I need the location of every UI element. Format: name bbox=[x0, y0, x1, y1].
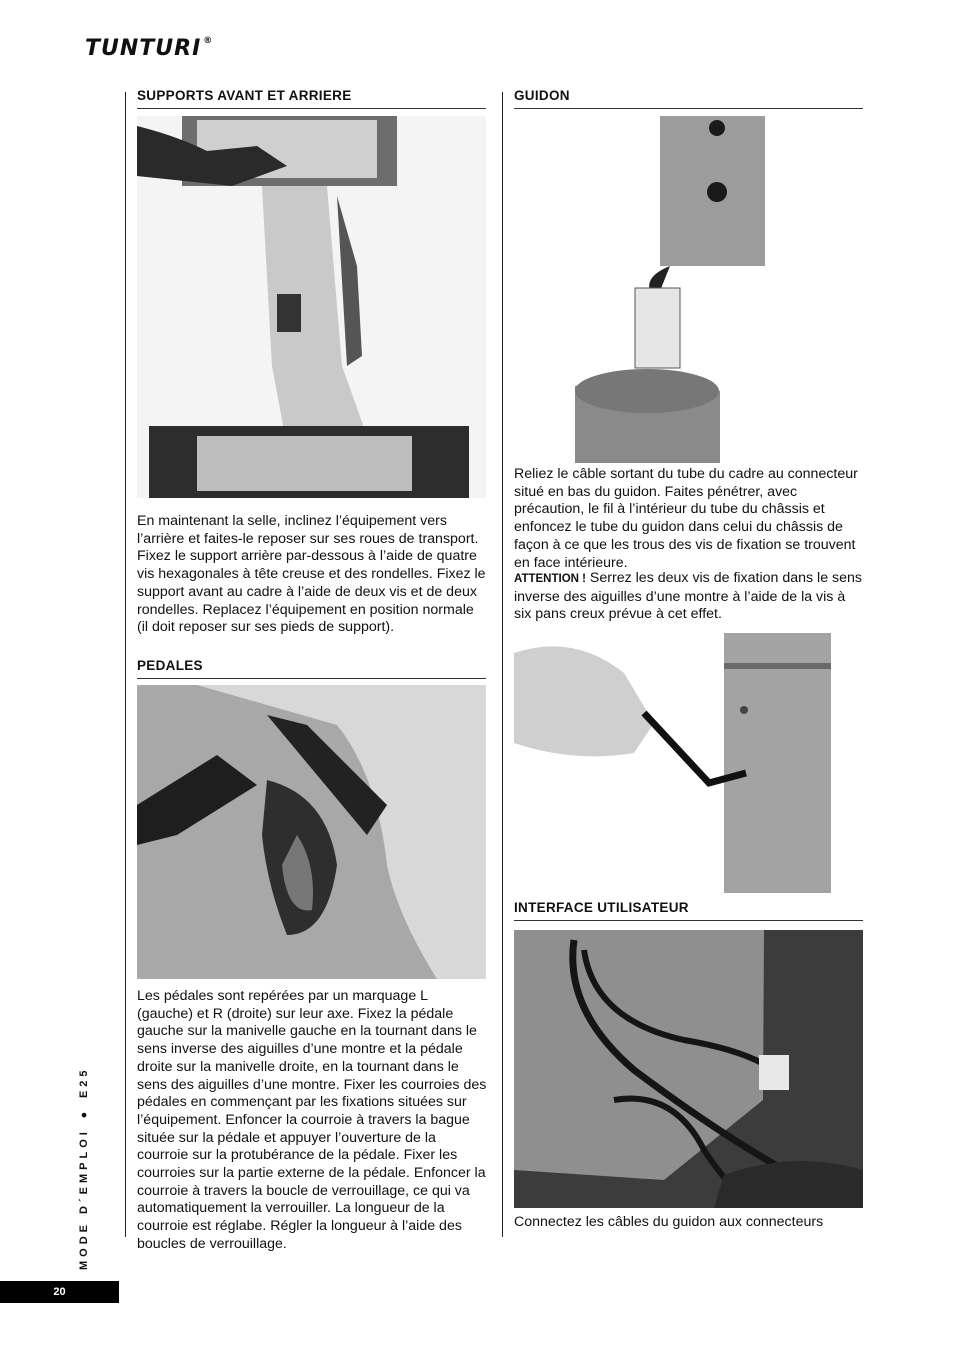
supports-text: En maintenant la selle, inclinez l’équipement vers l’arrière et faites-le reposer sur ses roues de transport. Fixez le support arrière par-dessous à l’aide de quatre vis hexagonales à tête creuse et des rondelles. Fixez le support avant au cadre à l’aide de deux vis et de deux rondelles. Replacez l’équipement en position normale (il doit reposer sur ses pieds de support). bbox=[137, 513, 486, 636]
pedales-text: Les pédales sont repérées par un marquage L (gauche) et R (droite) sur leur axe. Fixez la pédale gauche sur la manivelle gauche en la tournant dans le sens inverse des aiguilles d’une montre et la pédale droite sur la manivelle droite, en la tournant dans le sens des aiguilles d’une montre. Fixer les courroies des pédales en commençant par les fixations situées sur l’équipement. Enfoncer la courroie à travers la bague située sur la pédale et appuyer l’ouverture de la courroie sur la protubérance de la pédale. Fixer les courroies sur la partie externe de la pédale. Enfoncer la courroie à travers la boucle de verrouillage, ce qui va automatiquement la verrouiller. La longueur de la courroie est réglabe. Régler la longueur à l’aide des boucles de verrouillage. bbox=[137, 988, 487, 1252]
brand-name: TUNTURI bbox=[85, 36, 202, 61]
column-divider-middle bbox=[502, 92, 503, 1237]
sidebar-label: MODE D´EMPLOI ● E25 bbox=[78, 1066, 90, 1270]
section-guidon bbox=[514, 88, 863, 109]
attention-label: ATTENTION ! bbox=[514, 573, 586, 585]
guidon-text: Reliez le câble sortant du tube du cadre au connecteur situé en bas du guidon. Faites pénétrer, avec précaution, le fil à l’intérieur du tube du châssis et enfoncez le tube du guidon dans celui du châssis de façon à ce que les trous des vis de fixation se trouvent en face intérieure. bbox=[514, 466, 858, 571]
section-heading: INTERFACE UTILISATEUR bbox=[514, 900, 863, 921]
section-heading: GUIDON bbox=[514, 88, 863, 109]
section-interface bbox=[514, 900, 863, 921]
section-heading: PEDALES bbox=[137, 658, 486, 679]
photo-pedales bbox=[137, 685, 486, 979]
brand-logo bbox=[85, 36, 213, 61]
column-divider-left bbox=[125, 92, 126, 1237]
photo-guidon bbox=[575, 116, 773, 463]
photo-supports bbox=[137, 116, 486, 498]
page-number: 20 bbox=[0, 1281, 119, 1303]
interface-text: Connectez les câbles du guidon aux connecteurs bbox=[514, 1214, 824, 1230]
photo-interface bbox=[514, 930, 863, 1208]
section-heading: SUPPORTS AVANT ET ARRIERE bbox=[137, 88, 486, 109]
photo-guidon-screw bbox=[514, 633, 831, 893]
section-pedales bbox=[137, 658, 486, 679]
registered-mark: ® bbox=[203, 36, 214, 46]
attention-text: Serrez les deux vis de fixation dans le sens inverse des aiguilles d’une montre à l’aide de la vis à six pans creux prévue à cet effet. bbox=[514, 570, 862, 623]
section-supports bbox=[137, 88, 486, 109]
guidon-attention bbox=[514, 570, 864, 624]
